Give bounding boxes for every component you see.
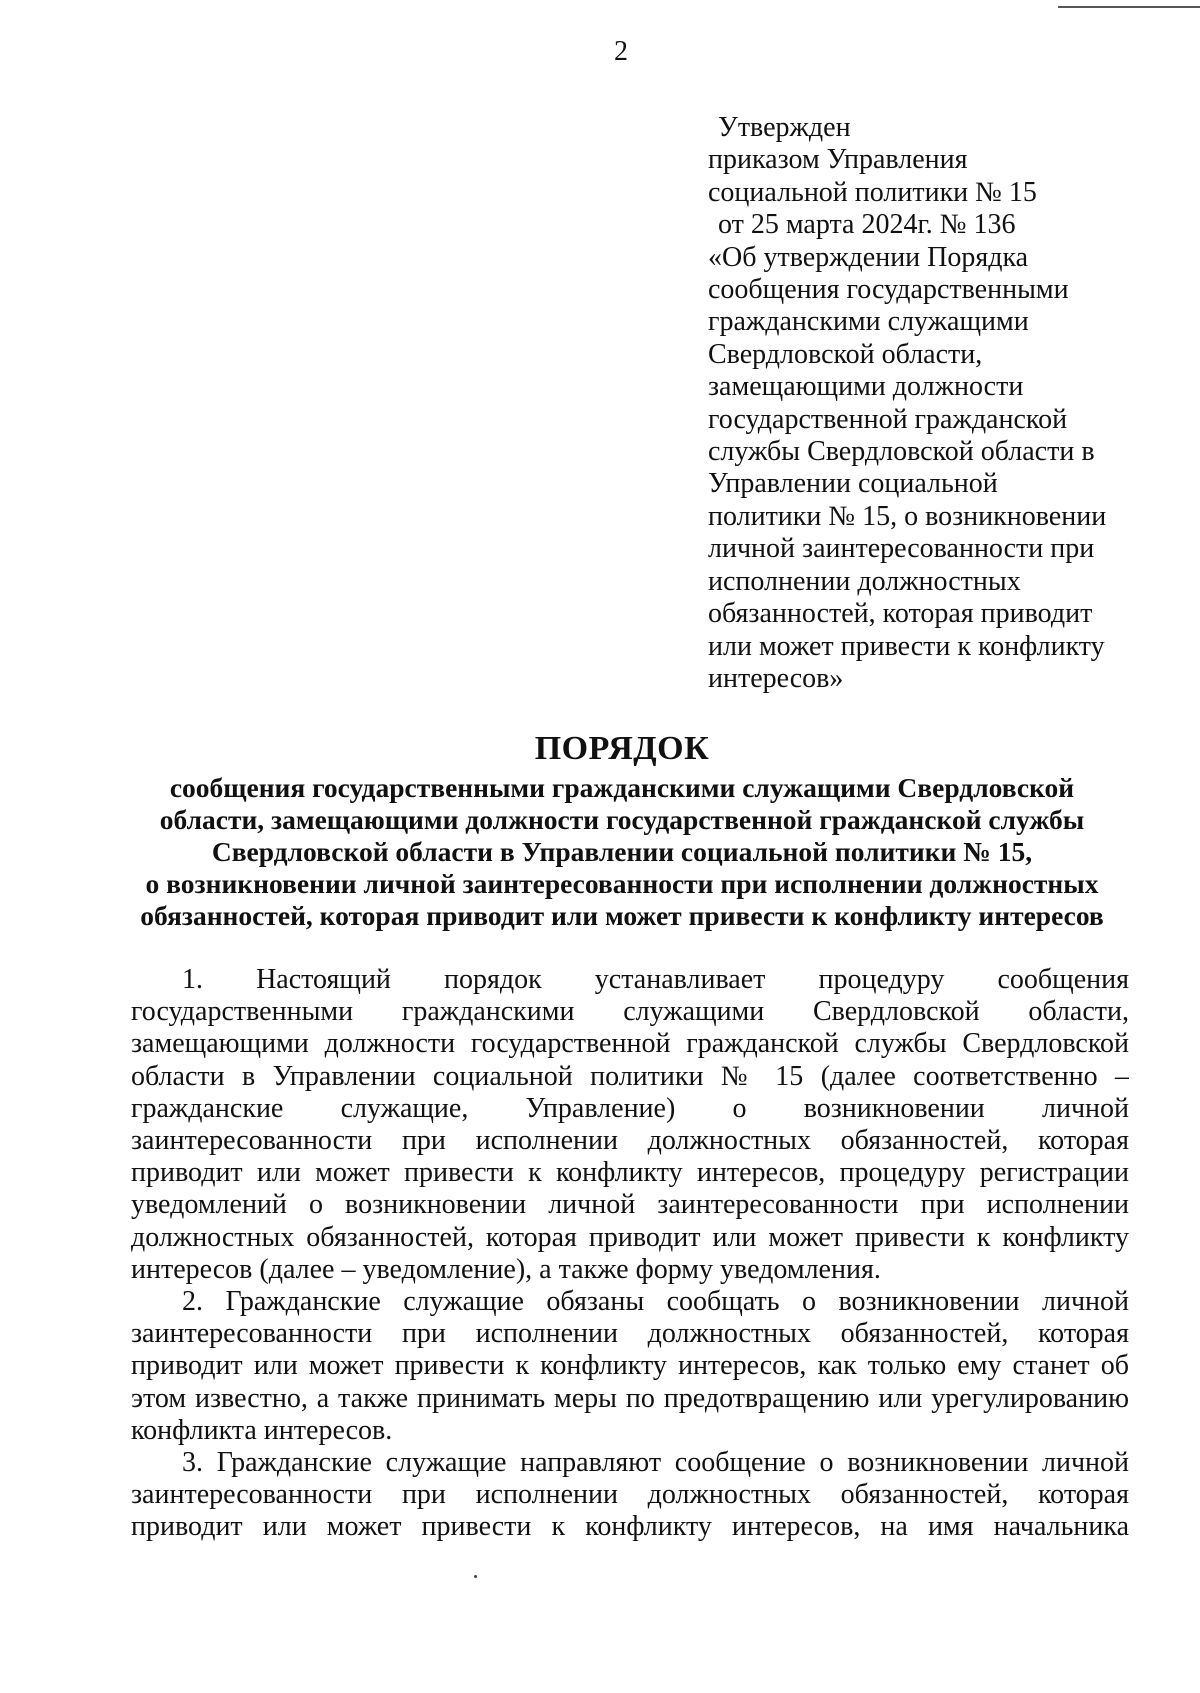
body-line: должностных обязанностей, которая приводит или может привести к конфликту bbox=[131, 1221, 1129, 1253]
subtitle-line: о возникновении личной заинтересованности при исполнении должностных bbox=[145, 868, 1099, 899]
body-line: 1. Настоящий порядок устанавливает процедуру сообщения bbox=[182, 964, 1129, 995]
body-line: 3. Гражданские служащие направляют сообщение о возникновении личной bbox=[182, 1447, 1129, 1479]
body-line: заинтересованности при исполнении должностных обязанностей, которая bbox=[131, 1479, 1129, 1511]
approval-line: замещающими должности bbox=[708, 371, 1024, 403]
body-line: заинтересованности при исполнении должностных обязанностей, которая bbox=[131, 1125, 1129, 1157]
body-line: замещающими должности государственной гражданской службы Свердловской bbox=[131, 1028, 1129, 1060]
approval-line: Управлении социальной bbox=[708, 468, 998, 500]
scan-speck bbox=[474, 1575, 477, 1578]
approval-line: или может привести к конфликту bbox=[708, 630, 1105, 662]
approval-line: гражданскими служащими bbox=[708, 306, 1029, 338]
approval-line: личной заинтересованности при bbox=[708, 533, 1095, 565]
document-title: ПОРЯДОК bbox=[534, 730, 710, 767]
body-line: приводит или может привести к конфликту интересов, на имя начальника bbox=[131, 1511, 1129, 1543]
approval-line: от 25 марта 2024г. № 136 bbox=[718, 209, 1016, 241]
body-line: заинтересованности при исполнении должностных обязанностей, которая bbox=[131, 1318, 1129, 1350]
body-line: уведомлений о возникновении личной заинтересованности при исполнении bbox=[131, 1189, 1129, 1221]
body-line: государственными гражданскими служащими Свердловской области, bbox=[131, 996, 1129, 1028]
approval-line: приказом Управления bbox=[708, 144, 968, 176]
body-line: интересов (далее – уведомление), а также форму уведомления. bbox=[131, 1253, 881, 1285]
scan-edge-line bbox=[1058, 6, 1200, 8]
body-line: приводит или может привести к конфликту интересов, как только ему станет об bbox=[131, 1350, 1129, 1382]
approval-line: службы Свердловской области в bbox=[708, 436, 1095, 468]
approval-line: Свердловской области, bbox=[708, 338, 983, 370]
approval-line: Утвержден bbox=[718, 112, 851, 143]
body-line: 2. Гражданские служащие обязаны сообщать о возникновении личной bbox=[182, 1286, 1129, 1318]
document-subtitle bbox=[120, 772, 1124, 932]
approval-block bbox=[708, 112, 1188, 695]
approval-line: интересов» bbox=[708, 662, 844, 694]
body-line: конфликта интересов. bbox=[131, 1414, 393, 1446]
subtitle-line: области, замещающими должности государственной гражданской службы bbox=[159, 804, 1085, 835]
subtitle-line: сообщения государственными гражданскими служащими Свердловской bbox=[169, 772, 1075, 803]
approval-line: социальной политики № 15 bbox=[708, 176, 1037, 208]
subtitle-line: обязанностей, которая приводит или может привести к конфликту интересов bbox=[140, 900, 1104, 931]
body-line: области в Управлении социальной политики № 15 (далее соответственно – bbox=[131, 1060, 1129, 1092]
approval-line: политики № 15, о возникновении bbox=[708, 500, 1107, 532]
approval-line: обязанностей, которая приводит bbox=[708, 598, 1093, 630]
body-line: этом известно, а также принимать меры по предотвращению или урегулированию bbox=[131, 1382, 1129, 1414]
page-number: 2 bbox=[614, 36, 628, 67]
document-body bbox=[131, 964, 1129, 1544]
approval-line: «Об утверждении Порядка bbox=[708, 241, 1029, 273]
subtitle-line: Свердловской области в Управлении социальной политики № 15, bbox=[211, 836, 1033, 867]
approval-line: сообщения государственными bbox=[708, 274, 1069, 306]
body-line: гражданские служащие, Управление) о возникновении личной bbox=[131, 1092, 1129, 1124]
approval-line: государственной гражданской bbox=[708, 403, 1068, 435]
approval-line: исполнении должностных bbox=[708, 565, 1021, 597]
body-line: приводит или может привести к конфликту интересов, процедуру регистрации bbox=[131, 1157, 1129, 1189]
